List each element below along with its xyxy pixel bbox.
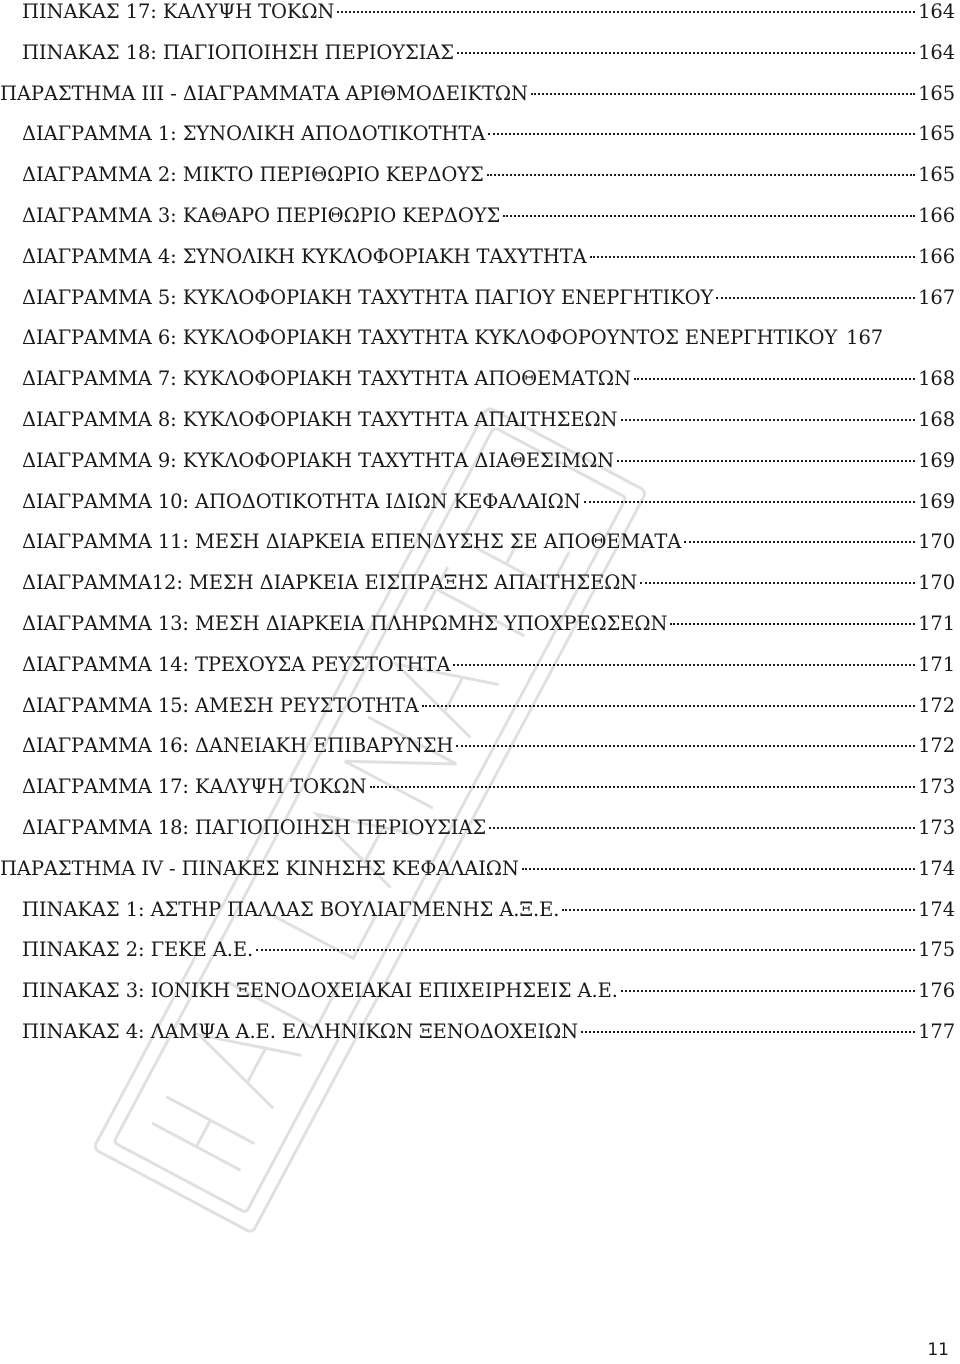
toc-entry-label: ΔΙΑΓΡΑΜΜΑ 11: ΜΕΣΗ ΔΙΑΡΚΕΙΑ ΕΠΕΝΔΥΣΗΣ ΣΕ ΑΠΟΘΕΜΑΤΑ — [22, 530, 682, 554]
toc-entry-label: ΔΙΑΓΡΑΜΜΑ 16: ΔΑΝΕΙΑΚΗ ΕΠΙΒΑΡΥΝΣΗ — [22, 734, 454, 758]
dot-leader — [670, 623, 915, 625]
dot-leader — [370, 786, 916, 788]
toc-entry[interactable] — [22, 571, 955, 601]
toc-entry-page: 172 — [918, 734, 955, 758]
dot-leader — [590, 256, 915, 258]
toc-entry[interactable] — [22, 653, 955, 683]
toc-entry-label: ΠΙΝΑΚΑΣ 4: ΛΑΜΨΑ Α.Ε. ΕΛΛΗΝΙΚΩΝ ΞΕΝΟΔΟΧΕΙΩΝ — [22, 1020, 579, 1043]
toc-entry[interactable] — [22, 0, 955, 30]
toc-entry-page: 168 — [918, 408, 955, 431]
toc-entry-label: ΔΙΑΓΡΑΜΜΑ 9: ΚΥΚΛΟΦΟΡΙΑΚΗ ΤΑΧΥΤΗΤΑ ΔΙΑΘΕΣΙΜΩΝ — [22, 448, 615, 472]
toc-entry-page: 170 — [918, 530, 955, 554]
toc-entry-page: 167 — [846, 326, 884, 350]
toc-entry-label: ΔΙΑΓΡΑΜΜΑ 13: ΜΕΣΗ ΔΙΑΡΚΕΙΑ ΠΛΗΡΩΜΗΣ ΥΠΟΧΡΕΩΣΕΩΝ — [22, 612, 668, 635]
toc-entry-label: ΔΙΑΓΡΑΜΜΑ 8: ΚΥΚΛΟΦΟΡΙΑΚΗ ΤΑΧΥΤΗΤΑ ΑΠΑΙΤΗΣΕΩΝ — [22, 408, 618, 431]
dot-leader — [422, 705, 915, 707]
dot-leader — [617, 460, 915, 462]
dot-leader — [489, 827, 915, 829]
toc-entry-label: ΠΙΝΑΚΑΣ 17: ΚΑΛΥΨΗ ΤΟΚΩΝ — [22, 0, 335, 23]
toc-entry-label: ΔΙΑΓΡΑΜΜΑ 7: ΚΥΚΛΟΦΟΡΙΑΚΗ ΤΑΧΥΤΗΤΑ ΑΠΟΘΕΜΑΤΩΝ — [22, 367, 631, 391]
toc-entry-page: 164 — [918, 40, 955, 64]
toc-entry-page: 165 — [918, 81, 955, 105]
dot-leader — [581, 1031, 915, 1033]
toc-entry-label: ΔΙΑΓΡΑΜΜΑ12: ΜΕΣΗ ΔΙΑΡΚΕΙΑ ΕΙΣΠΡΑΞΗΣ ΑΠΑΙΤΗΣΕΩΝ — [22, 571, 638, 595]
toc-entry[interactable] — [22, 612, 955, 642]
toc-entry-page: 171 — [918, 612, 955, 635]
toc-entry-page: 175 — [918, 938, 955, 962]
toc-entry[interactable] — [22, 245, 955, 275]
toc-entry-page: 173 — [918, 816, 955, 839]
toc-entry-label: ΔΙΑΓΡΑΜΜΑ 10: ΑΠΟΔΟΤΙΚΟΤΗΤΑ ΙΔΙΩΝ ΚΕΦΑΛΑΙΩΝ — [22, 489, 581, 513]
dot-leader — [621, 990, 915, 992]
toc-entry[interactable] — [22, 286, 955, 316]
dot-leader — [457, 52, 915, 54]
toc-entry-page: 165 — [918, 163, 955, 187]
toc-entry-label: ΔΙΑΓΡΑΜΜΑ 2: ΜΙΚΤΟ ΠΕΡΙΘΩΡΙΟ ΚΕΡΔΟΥΣ — [22, 163, 484, 187]
toc-entry[interactable] — [0, 82, 955, 112]
toc-entry-label: ΔΙΑΓΡΑΜΜΑ 1: ΣΥΝΟΛΙΚΗ ΑΠΟΔΟΤΙΚΟΤΗΤΑ — [22, 122, 486, 146]
toc-entry[interactable] — [22, 694, 955, 724]
toc-entry[interactable] — [22, 408, 955, 438]
toc-entry[interactable] — [22, 816, 955, 846]
toc-entry-page: 169 — [918, 489, 955, 513]
toc-entry-label: ΔΙΑΓΡΑΜΜΑ 15: ΑΜΕΣΗ ΡΕΥΣΤΟΤΗΤΑ — [22, 693, 419, 717]
toc-entry-label: ΔΙΑΓΡΑΜΜΑ 4: ΣΥΝΟΛΙΚΗ ΚΥΚΛΟΦΟΡΙΑΚΗ ΤΑΧΥΤΗΤΑ — [22, 244, 587, 268]
dot-leader — [453, 664, 915, 666]
toc-entry-label: ΔΙΑΓΡΑΜΜΑ 17: ΚΑΛΥΨΗ ΤΟΚΩΝ — [22, 775, 367, 799]
dot-leader — [487, 174, 915, 176]
toc-entry-label: ΠΙΝΑΚΑΣ 2: ΓΕΚΕ Α.Ε. — [22, 938, 254, 962]
toc-entry-page: 171 — [918, 652, 955, 676]
page-number: 11 — [927, 1340, 949, 1360]
dot-leader — [531, 93, 915, 95]
dot-leader — [621, 419, 916, 421]
toc-entry-page: 174 — [918, 856, 955, 880]
dot-leader — [716, 297, 915, 299]
toc-entry-label: ΔΙΑΓΡΑΜΜΑ 18: ΠΑΓΙΟΠΟΙΗΣΗ ΠΕΡΙΟΥΣΙΑΣ — [22, 816, 487, 839]
toc-entry-page: 169 — [918, 448, 955, 472]
dot-leader — [522, 868, 915, 870]
toc-entry[interactable] — [22, 490, 955, 520]
toc-entry[interactable] — [0, 857, 955, 887]
toc-entry-page: 168 — [918, 367, 955, 391]
toc-entry[interactable] — [22, 1020, 955, 1050]
toc-entry-page: 166 — [918, 204, 955, 227]
toc-entry[interactable] — [22, 530, 955, 560]
toc-entry-label: ΠΙΝΑΚΑΣ 3: ΙΟΝΙΚΗ ΞΕΝΟΔΟΧΕΙΑΚΑΙ ΕΠΙΧΕΙΡΗΣΕΙΣ Α.Ε. — [22, 979, 618, 1003]
dot-leader — [503, 215, 915, 217]
toc-entry-page: 173 — [918, 775, 955, 799]
toc-entry-page: 174 — [918, 897, 955, 921]
dot-leader — [337, 11, 915, 13]
toc-entry-page: 166 — [918, 244, 955, 268]
toc-entry[interactable] — [22, 449, 955, 479]
toc-entry[interactable] — [22, 979, 955, 1009]
dot-leader — [584, 501, 915, 503]
toc-entry-page: 164 — [918, 0, 955, 23]
toc-entry-page: 170 — [918, 571, 955, 595]
dot-leader — [640, 582, 915, 584]
toc-entry-label: ΔΙΑΓΡΑΜΜΑ 5: ΚΥΚΛΟΦΟΡΙΑΚΗ ΤΑΧΥΤΗΤΑ ΠΑΓΙΟΥ ΕΝΕΡΓΗΤΙΚΟΥ — [22, 285, 714, 309]
toc-entry[interactable] — [22, 734, 955, 764]
toc-entry[interactable] — [22, 122, 955, 152]
toc-entry[interactable] — [22, 163, 955, 193]
toc-entry-label: ΔΙΑΓΡΑΜΜΑ 3: ΚΑΘΑΡΟ ΠΕΡΙΘΩΡΙΟ ΚΕΡΔΟΥΣ — [22, 204, 501, 227]
dot-leader — [488, 133, 915, 135]
toc-entry[interactable] — [22, 775, 955, 805]
toc-entry-page: 165 — [918, 122, 955, 146]
toc-entry-page: 172 — [918, 693, 955, 717]
toc-entry-label: ΠΙΝΑΚΑΣ 18: ΠΑΓΙΟΠΟΙΗΣΗ ΠΕΡΙΟΥΣΙΑΣ — [22, 40, 454, 64]
dot-leader — [634, 378, 915, 380]
toc-entry[interactable] — [22, 898, 955, 928]
dot-leader — [256, 949, 915, 951]
toc-entry[interactable] — [22, 938, 955, 968]
toc-entry[interactable] — [22, 41, 955, 71]
toc-entry[interactable] — [22, 204, 955, 234]
dot-leader — [684, 541, 915, 543]
toc-entry-page: 177 — [918, 1020, 955, 1043]
toc-entry-label: ΠΑΡΑΣΤΗΜΑ IV - ΠΙΝΑΚΕΣ ΚΙΝΗΣΗΣ ΚΕΦΑΛΑΙΩΝ — [0, 856, 519, 880]
toc-entry[interactable] — [22, 367, 955, 397]
toc-entry-label: ΔΙΑΓΡΑΜΜΑ 6: ΚΥΚΛΟΦΟΡΙΑΚΗ ΤΑΧΥΤΗΤΑ ΚΥΚΛΟΦΟΡΟΥΝΤΟΣ ΕΝΕΡΓΗΤΙΚΟΥ — [22, 326, 838, 350]
toc-entry-page: 167 — [918, 285, 955, 309]
toc-entry-label: ΔΙΑΓΡΑΜΜΑ 14: ΤΡΕΧΟΥΣΑ ΡΕΥΣΤΟΤΗΤΑ — [22, 652, 451, 676]
toc-entry[interactable] — [22, 326, 955, 356]
toc-entry-label: ΠΙΝΑΚΑΣ 1: ΑΣΤΗΡ ΠΑΛΛΑΣ ΒΟΥΛΙΑΓΜΕΝΗΣ Α.Ξ.Ε. — [22, 897, 560, 921]
toc-entry-label: ΠΑΡΑΣΤΗΜΑ ΙΙΙ - ΔΙΑΓΡΑΜΜΑΤΑ ΑΡΙΘΜΟΔΕΙΚΤΩΝ — [0, 81, 528, 105]
dot-leader — [456, 745, 915, 747]
toc-entry-page: 176 — [918, 979, 955, 1003]
dot-leader — [562, 909, 915, 911]
